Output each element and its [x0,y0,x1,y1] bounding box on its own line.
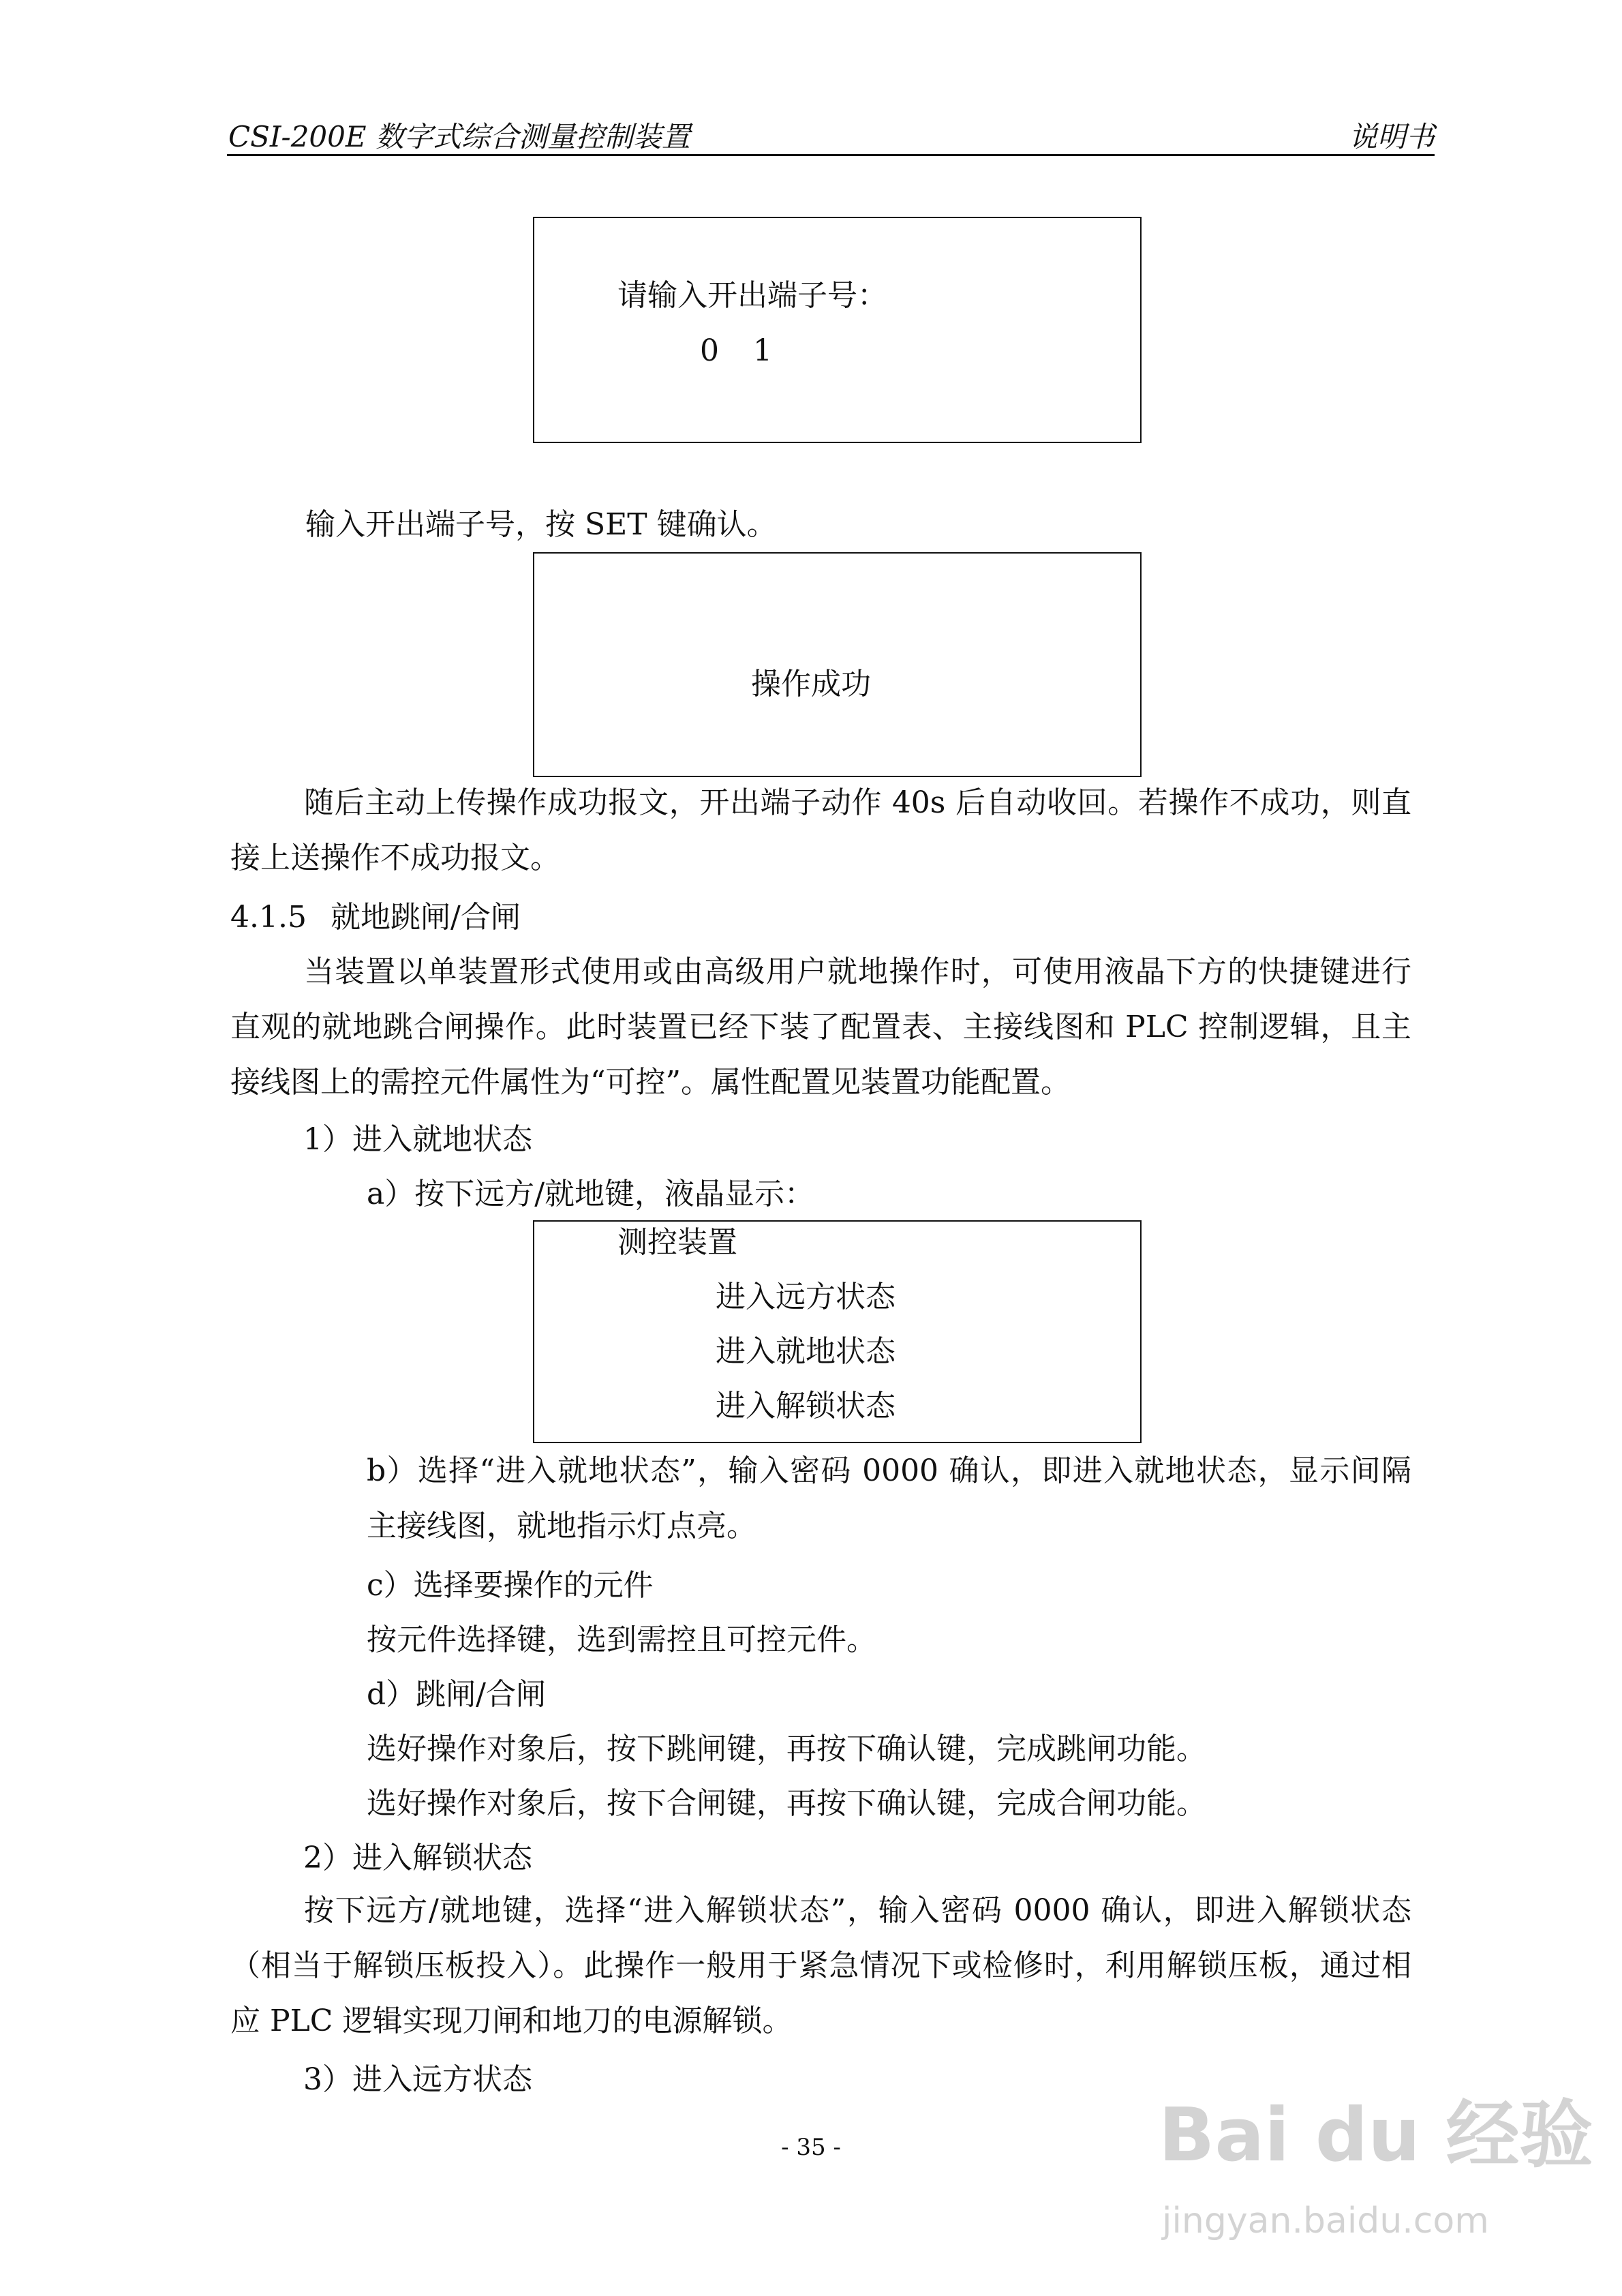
step1-d-text1: 选好操作对象后，按下跳闸键，再按下确认键，完成跳闸功能。 [367,1732,1206,1766]
step2-title: 2）进入解锁状态 [303,1841,532,1875]
menu-title: 测控装置 [617,1225,737,1260]
lcd-screen-success [533,552,1142,777]
header-rule [227,154,1435,156]
section-title: 就地跳闸/合闸 [331,900,521,935]
menu-item-local: 进入就地状态 [716,1334,896,1369]
paragraph-result: 随后主动上传操作成功报文，开出端子动作 40s 后自动收回。若操作不成功，则直接上送操作不成功报文。 [230,785,1411,875]
step1-c-title: c）选择要操作的元件 [367,1568,654,1603]
instruction-text: 输入开出端子号，按 SET 键确认。 [305,507,777,542]
lcd-message: 操作成功 [751,667,871,701]
step1-d-title: d）跳闸/合闸 [367,1677,546,1712]
step1-d-text2: 选好操作对象后，按下合闸键，再按下确认键，完成合闸功能。 [367,1786,1206,1821]
header-doc-type: 说明书 [1348,120,1435,153]
step2-text: 按下远方/就地键，选择“进入解锁状态”，输入密码 0000 确认，即进入解锁状态（相当于解锁压板投入）。此操作一般用于紧急情况下或检修时，利用解锁压板，通过相应 PLC 逻辑实现刀闸和地刀的电源解锁。 [230,1893,1411,2038]
menu-item-unlock: 进入解锁状态 [716,1389,896,1423]
lcd-value: 0 1 [700,333,784,368]
step3-title: 3）进入远方状态 [303,2062,532,2097]
step1-a: a）按下远方/就地键，液晶显示： [367,1177,815,1211]
header-title: CSI-200E 数字式综合测量控制装置 [228,120,690,153]
page-number: - 35 - [781,2134,841,2161]
section-number: 4.1.5 [230,900,307,935]
step1-title: 1）进入就地状态 [303,1122,532,1157]
step1-c-text: 按元件选择键，选到需控且可控元件。 [367,1622,876,1657]
lcd-screen-terminal-input [533,217,1142,443]
step1-b: b）选择“进入就地状态”，输入密码 0000 确认，即进入就地状态，显示间隔主接线图，就地指示灯点亮。 [367,1453,1411,1543]
watermark-brand: Bai du 经验 [1159,2093,1593,2178]
lcd-prompt: 请输入开出端子号： [617,278,887,313]
paragraph-intro: 当装置以单装置形式使用或由高级用户就地操作时，可使用液晶下方的快捷键进行直观的就地跳合闸操作。此时装置已经下装了配置表、主接线图和 PLC 控制逻辑，且主接线图上的需控元件属性为“可控”。属性配置见装置功能配置。 [230,954,1411,1100]
watermark-url: jingyan.baidu.com [1162,2201,1489,2241]
menu-item-remote: 进入远方状态 [716,1280,896,1314]
